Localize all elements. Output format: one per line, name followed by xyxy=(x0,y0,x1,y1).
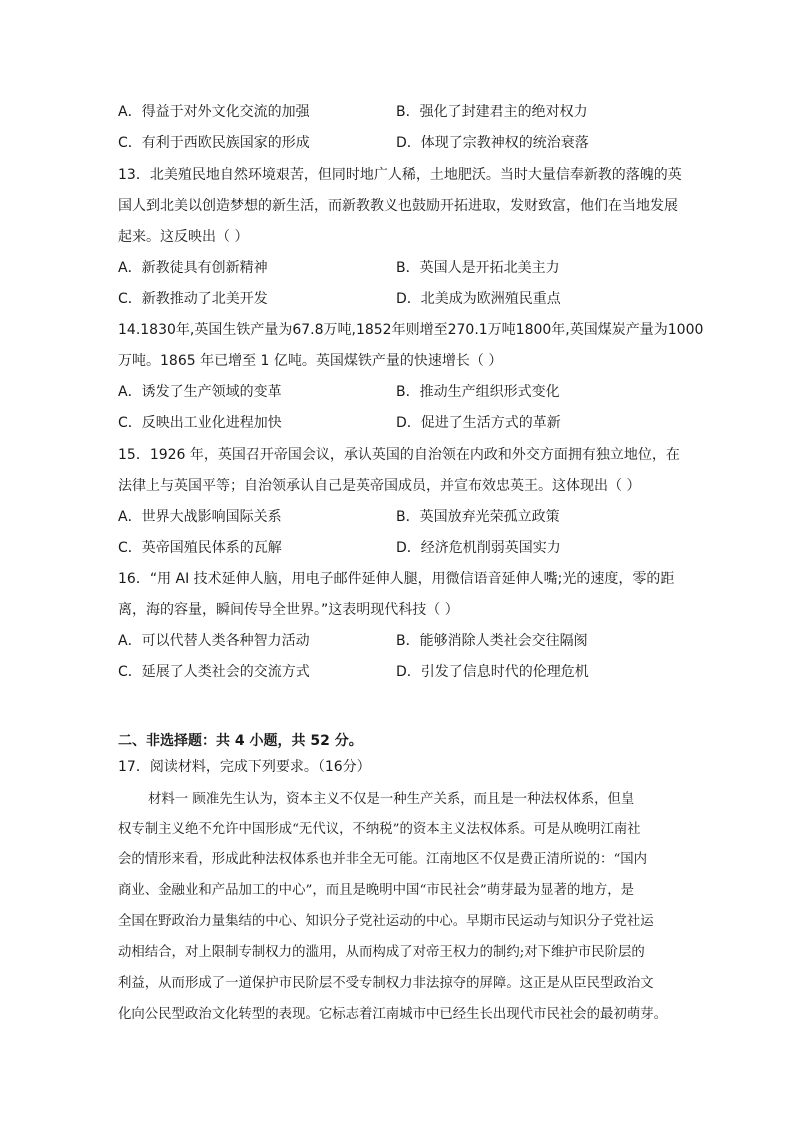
material-line-7: 利益，从而形成了一道保护市民阶层不受专制权力非法掠夺的屏障。这正是从臣民型政治文 xyxy=(118,976,654,991)
q12-option-d: D．体现了宗教神权的统治衰落 xyxy=(396,135,589,151)
q13-option-d: D．北美成为欧洲殖民重点 xyxy=(396,291,561,307)
section-heading: 二、非选择题：共 4 小题，共 52 分。 xyxy=(118,733,363,749)
q14-option-d: D．促进了生活方式的革新 xyxy=(396,415,561,431)
q15-option-b: B．英国放弃光荣孤立政策 xyxy=(396,509,560,525)
q14-option-b: B．推动生产组织形式变化 xyxy=(396,384,560,400)
q13-stem-line-3: 起来。这反映出（ ） xyxy=(118,229,249,245)
material-line-4: 商业、金融业和产品加工的中心”，而且是晚明中国“市民社会”萌芽最为显著的地方，是 xyxy=(118,883,634,898)
q13-stem-line-2: 国人到北美以创造梦想的新生活，而新教教义也鼓励开拓进取，发财致富，他们在当地发展 xyxy=(118,198,678,214)
material-line-2: 权专制主义绝不允许中国形成“无代议，不纳税”的资本主义法权体系。可是从晚明江南社 xyxy=(118,822,641,837)
q16-option-b: B．能够消除人类社会交往隔阂 xyxy=(396,633,588,649)
q13-option-c: C．新教推动了北美开发 xyxy=(118,291,268,307)
q14-option-c: C．反映出工业化进程加快 xyxy=(118,415,282,431)
material-line-6: 动相结合，对上限制专制权力的滥用，从而构成了对帝王权力的制约;对下维护市民阶层的 xyxy=(118,945,645,960)
q16-option-d: D．引发了信息时代的伦理危机 xyxy=(396,664,589,680)
q16-option-c: C．延展了人类社会的交流方式 xyxy=(118,664,310,680)
q15-option-c: C．英帝国殖民体系的瓦解 xyxy=(118,540,282,556)
material-line-8: 化向公民型政治文化转型的表现。它标志着江南城市中已经生长出现代市民社会的最初萌芽。 xyxy=(118,1007,668,1022)
q15-option-d: D．经济危机削弱英国实力 xyxy=(396,540,561,556)
q16-stem-line-2: 离，海的容量，瞬间传导全世界。”这表明现代科技（ ） xyxy=(118,602,459,618)
q13-option-a: A．新教徒具有创新精神 xyxy=(118,260,268,276)
q16-option-a: A．可以代替人类各种智力活动 xyxy=(118,633,310,649)
q16-stem-line-1: 16．“用 AI 技术延伸人脑，用电子邮件延伸人腿，用微信语音延伸人嘴;光的速度，零的距 xyxy=(118,571,675,587)
q14-option-a: A．诱发了生产领域的变革 xyxy=(118,384,282,400)
q12-option-a: A．得益于对外文化交流的加强 xyxy=(118,104,310,120)
material-line-1: 材料一 顾准先生认为，资本主义不仅是一种生产关系，而且是一种法权体系，但皇 xyxy=(148,792,635,807)
q13-option-b: B．英国人是开拓北美主力 xyxy=(396,260,560,276)
material-line-5: 全国在野政治力量集结的中心、知识分子党社运动的中心。早期市民运动与知识分子党社运 xyxy=(118,914,654,929)
q13-stem-line-1: 13．北美殖民地自然环境艰苦，但同时地广人稀，土地肥沃。当时大量信奉新教的落魄的英 xyxy=(118,167,682,183)
q15-stem-line-1: 15．1926 年，英国召开帝国会议，承认英国的自治领在内政和外交方面拥有独立地位，在 xyxy=(118,447,680,463)
q14-stem-line-1: 14.1830年,英国生铁产量为67.8万吨,1852年则增至270.1万吨1800年,英国煤炭产量为1000 xyxy=(118,322,704,338)
q12-option-c: C．有利于西欧民族国家的形成 xyxy=(118,135,310,151)
q17-intro: 17．阅读材料，完成下列要求。（16分） xyxy=(118,759,371,775)
material-line-3: 会的情形来看，形成此种法权体系也并非全无可能。江南地区不仅是费正清所说的：“国内 xyxy=(118,852,648,867)
q15-stem-line-2: 法律上与英国平等；自治领承认自己是英帝国成员，并宣布效忠英王。这体现出（ ） xyxy=(118,478,641,494)
q12-option-b: B．强化了封建君主的绝对权力 xyxy=(396,104,588,120)
q14-stem-line-2: 万吨。1865 年已增至 1 亿吨。英国煤铁产量的快速增长（ ） xyxy=(118,353,503,369)
q15-option-a: A．世界大战影响国际关系 xyxy=(118,509,282,525)
